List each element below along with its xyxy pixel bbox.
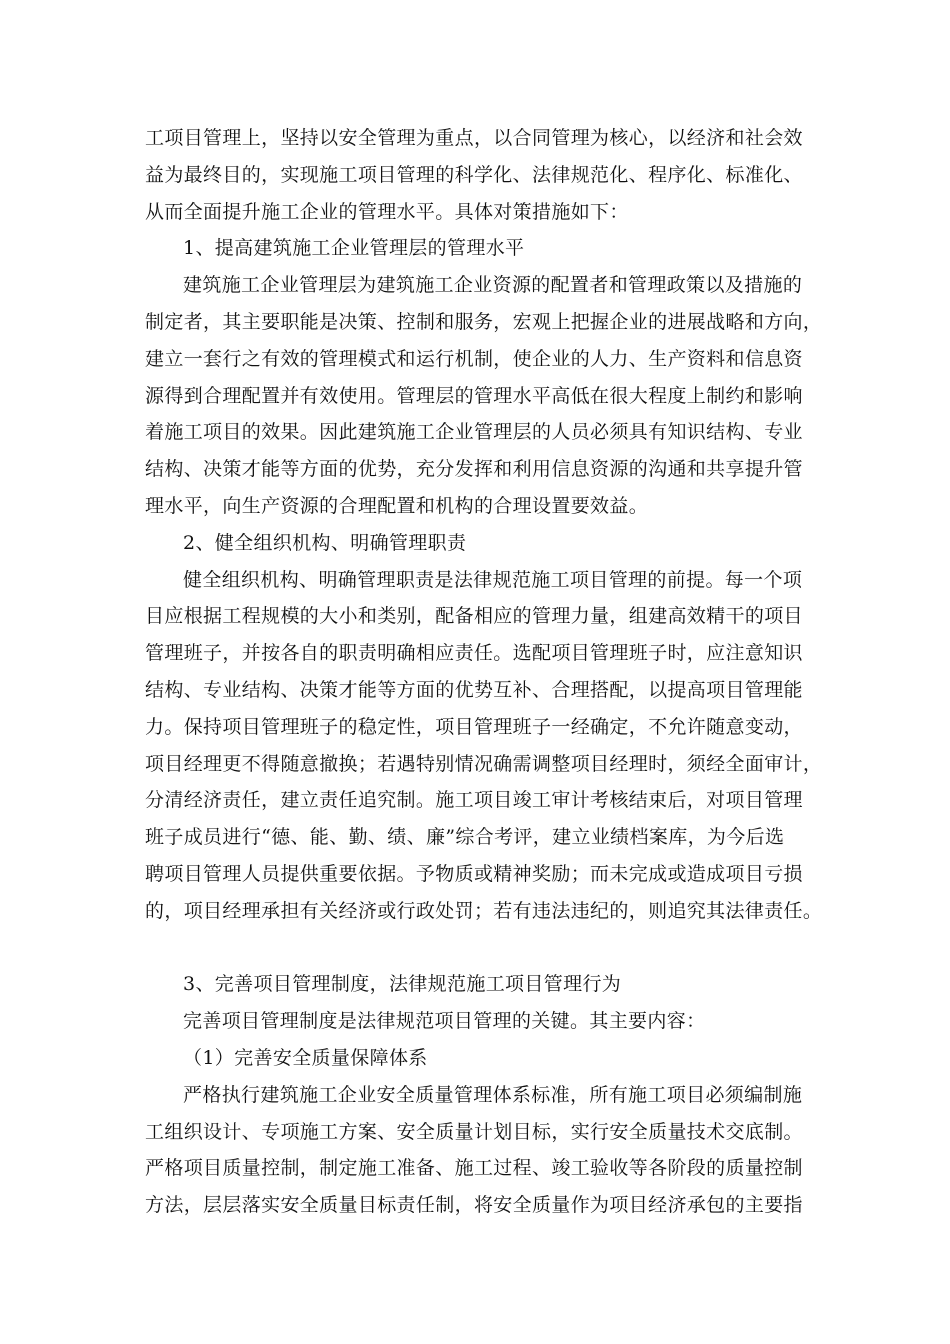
document-body (145, 120, 825, 1224)
text-line: 从而全面提升施工企业的管理水平。具体对策措施如下： (145, 200, 629, 223)
subsection-heading: （1）完善安全质量保障体系 (183, 1046, 428, 1069)
text-line: 制定者，其主要职能是决策、控制和服务，宏观上把握企业的进展战略和方向， (145, 310, 823, 333)
section-heading: 2、健全组织机构、明确管理职责 (183, 531, 467, 554)
text-line: 健全组织机构、明确管理职责是法律规范施工项目管理的前提。每一个项 (183, 568, 803, 591)
text-line: 目应根据工程规模的大小和类别，配备相应的管理力量，组建高效精干的项目 (145, 605, 803, 628)
text-line: 严格项目质量控制，制定施工准备、施工过程、竣工验收等各阶段的质量控制 (145, 1157, 803, 1180)
text-line: 益为最终目的，实现施工项目管理的科学化、法律规范化、程序化、标准化、 (145, 163, 803, 186)
text-line: 聘项目管理人员提供重要依据。予物质或精神奖励；而未完成或造成项目亏损 (145, 862, 803, 885)
section-heading: 1、提高建筑施工企业管理层的管理水平 (183, 237, 525, 260)
text-line: 方法，层层落实安全质量目标责任制，将安全质量作为项目经济承包的主要指 (145, 1194, 803, 1217)
text-line: 力。保持项目管理班子的稳定性，项目管理班子一经确定，不允许随意变动， (145, 715, 803, 738)
text-line: 结构、专业结构、决策才能等方面的优势互补、合理搭配，以提高项目管理能 (145, 678, 803, 701)
text-line: 分清经济责任，建立责任追究制。施工项目竣工审计考核结束后，对项目管理 (145, 789, 803, 812)
text-line: 理水平，向生产资源的合理配置和机构的合理设置要效益。 (145, 494, 649, 517)
text-line: 工组织设计、专项施工方案、安全质量计划目标，实行安全质量技术交底制。 (145, 1120, 803, 1143)
text-line: 着施工项目的效果。因此建筑施工企业管理层的人员必须具有知识结构、专业 (145, 421, 803, 444)
text-line: 源得到合理配置并有效使用。管理层的管理水平高低在很大程度上制约和影响 (145, 384, 803, 407)
text-line: 建立一套行之有效的管理模式和运行机制，使企业的人力、生产资料和信息资 (145, 347, 803, 370)
text-line: 班子成员进行“德、能、勤、绩、廉”综合考评，建立业绩档案库，为今后选 (145, 826, 785, 849)
text-line: 建筑施工企业管理层为建筑施工企业资源的配置者和管理政策以及措施的 (183, 274, 803, 297)
text-line: 管理班子，并按各自的职责明确相应责任。选配项目管理班子时，应注意知识 (145, 642, 803, 665)
text-line: 完善项目管理制度是法律规范项目管理的关键。其主要内容： (183, 1010, 706, 1033)
text-line: 结构、决策才能等方面的优势，充分发挥和利用信息资源的沟通和共享提升管 (145, 458, 803, 481)
text-line: 的，项目经理承担有关经济或行政处罚；若有违法违纪的，则追究其法律责任。 (145, 899, 823, 922)
section-heading: 3、完善项目管理制度，法律规范施工项目管理行为 (183, 973, 622, 996)
blank-line (145, 930, 825, 967)
text-line: 严格执行建筑施工企业安全质量管理体系标准，所有施工项目必须编制施 (183, 1083, 803, 1106)
text-line: 项目经理更不得随意撤换；若遇特别情况确需调整项目经理时，须经全面审计， (145, 752, 823, 775)
text-line: 工项目管理上，坚持以安全管理为重点，以合同管理为核心，以经济和社会效 (145, 127, 803, 149)
